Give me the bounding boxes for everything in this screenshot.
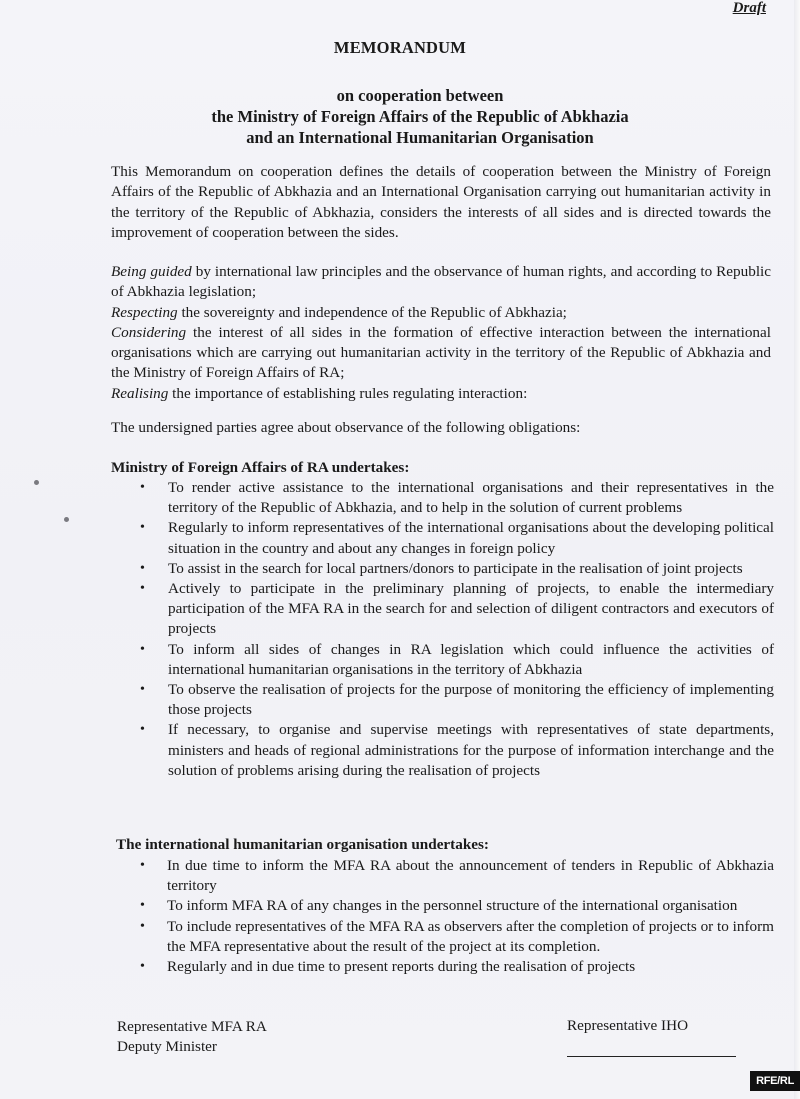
bullet-icon: • [140, 560, 145, 576]
list-item-text: In due time to inform the MFA RA about the announcement of tenders in Republic of Abkhazia territory [167, 857, 774, 895]
preamble-clause [111, 303, 771, 323]
scan-speck [34, 480, 39, 485]
list-item [138, 640, 774, 680]
bullet-icon: • [140, 858, 145, 873]
preamble-clause [111, 384, 771, 404]
bullet-icon: • [140, 520, 145, 536]
subtitle-line: on cooperation between [336, 86, 504, 105]
signatory-position: Deputy Minister [117, 1038, 217, 1055]
list-item [138, 917, 774, 957]
preamble-clause-text: the sovereignty and independence of the Republic of Abkhazia; [177, 303, 567, 321]
list-item [138, 518, 774, 558]
bullet-icon: • [140, 918, 145, 934]
preamble-clause-keyword: Considering [111, 323, 187, 341]
list-item-text: Regularly to inform representatives of the international organisations about the developing political situation in the country and about any changes in foreign policy [168, 519, 774, 557]
agreement-statement: The undersigned parties agree about observance of the following obligations: [111, 419, 581, 436]
preamble-clause-keyword: Realising [111, 384, 169, 402]
preamble-clause [111, 323, 771, 384]
mfa-signature-block [117, 1017, 267, 1057]
list-item [138, 957, 774, 977]
intro-paragraph: This Memorandum on cooperation defines the details of cooperation between the Ministry of Foreign Affairs of the Republic of Abkhazia and an International Organisation carrying out humanitarian activity in the territory of the Republic of Abkhazia, considers the interests of all sides and is directed towards the improvement of cooperation between the sides. [111, 163, 771, 241]
list-item-text: Actively to participate in the preliminary planning of projects, to enable the intermediary participation of the MFA RA in the search for and selection of diligent contractors and executors of projects [168, 580, 774, 638]
preamble-clause [111, 262, 771, 303]
preamble-clause-keyword: Respecting [111, 303, 178, 321]
list-item-text: To render active assistance to the international organisations and their representatives in the territory of the Republic of Abkhazia, and to help in the solution of current problems [168, 479, 774, 517]
bullet-icon: • [140, 581, 145, 597]
rferl-watermark: RFE/RL [750, 1071, 800, 1091]
page-edge-shadow [794, 0, 800, 1099]
bullet-icon: • [140, 722, 145, 738]
signature-line [567, 1056, 736, 1057]
preamble-clause-text: the importance of establishing rules regulating interaction: [168, 384, 528, 402]
list-item [138, 680, 774, 720]
iho-signature-block: Representative IHO [567, 1017, 689, 1034]
document-title: MEMORANDUM [333, 38, 467, 57]
preamble-clause-keyword: Being guided [111, 263, 192, 280]
list-item-text: If necessary, to organise and supervise meetings with representatives of state departments, ministers and heads of regional administrations for the purpose of information interchange and the solution of problems arising during the realisation of projects [168, 721, 774, 779]
signatory-title: Representative MFA RA [117, 1018, 267, 1035]
preamble-clause-text: the interest of all sides in the formation of effective interaction between the international organisations which are carrying out humanitarian activity in the territory of the Republic of Abkhazia and the Ministry of Foreign Affairs of RA; [111, 323, 771, 382]
list-item-text: To observe the realisation of projects for the purpose of monitoring the efficiency of implementing those projects [168, 681, 774, 719]
subtitle-line: the Ministry of Foreign Affairs of the Republic of Abkhazia [211, 107, 629, 126]
list-item-text: To inform MFA RA of any changes in the personnel structure of the international organisation [167, 897, 738, 915]
mfa-obligations-list [138, 478, 774, 781]
bullet-icon: • [140, 898, 145, 914]
document-subtitle [0, 85, 800, 148]
bullet-icon: • [140, 682, 145, 698]
list-item [138, 896, 774, 916]
preamble [111, 262, 771, 404]
list-item [138, 720, 774, 781]
subtitle-line: and an International Humanitarian Organisation [246, 128, 594, 147]
iho-obligations-heading: The international humanitarian organisation undertakes: [116, 836, 489, 853]
list-item-text: To assist in the search for local partners/donors to participate in the realisation of joint projects [168, 559, 743, 577]
list-item-text: To include representatives of the MFA RA as observers after the completion of projects or to inform the MFA representative about the result of the project at its completion. [167, 917, 774, 955]
bullet-icon: • [140, 959, 145, 975]
list-item [138, 579, 774, 640]
preamble-clause-text: by international law principles and the observance of human rights, and according to Republic of Abkhazia legislation; [111, 263, 771, 301]
scan-speck [64, 517, 69, 522]
list-item-text: Regularly and in due time to present reports during the realisation of projects [167, 958, 636, 976]
bullet-icon: • [140, 641, 145, 657]
mfa-obligations-heading: Ministry of Foreign Affairs of RA undertakes: [111, 459, 410, 476]
list-item-text: To inform all sides of changes in RA legislation which could influence the activities of international humanitarian organisations in the territory of Abkhazia [168, 640, 774, 678]
draft-label: Draft [732, 0, 766, 16]
list-item [138, 559, 774, 579]
iho-obligations-list [138, 856, 774, 977]
bullet-icon: • [140, 480, 145, 495]
list-item [138, 478, 774, 518]
list-item [138, 856, 774, 896]
